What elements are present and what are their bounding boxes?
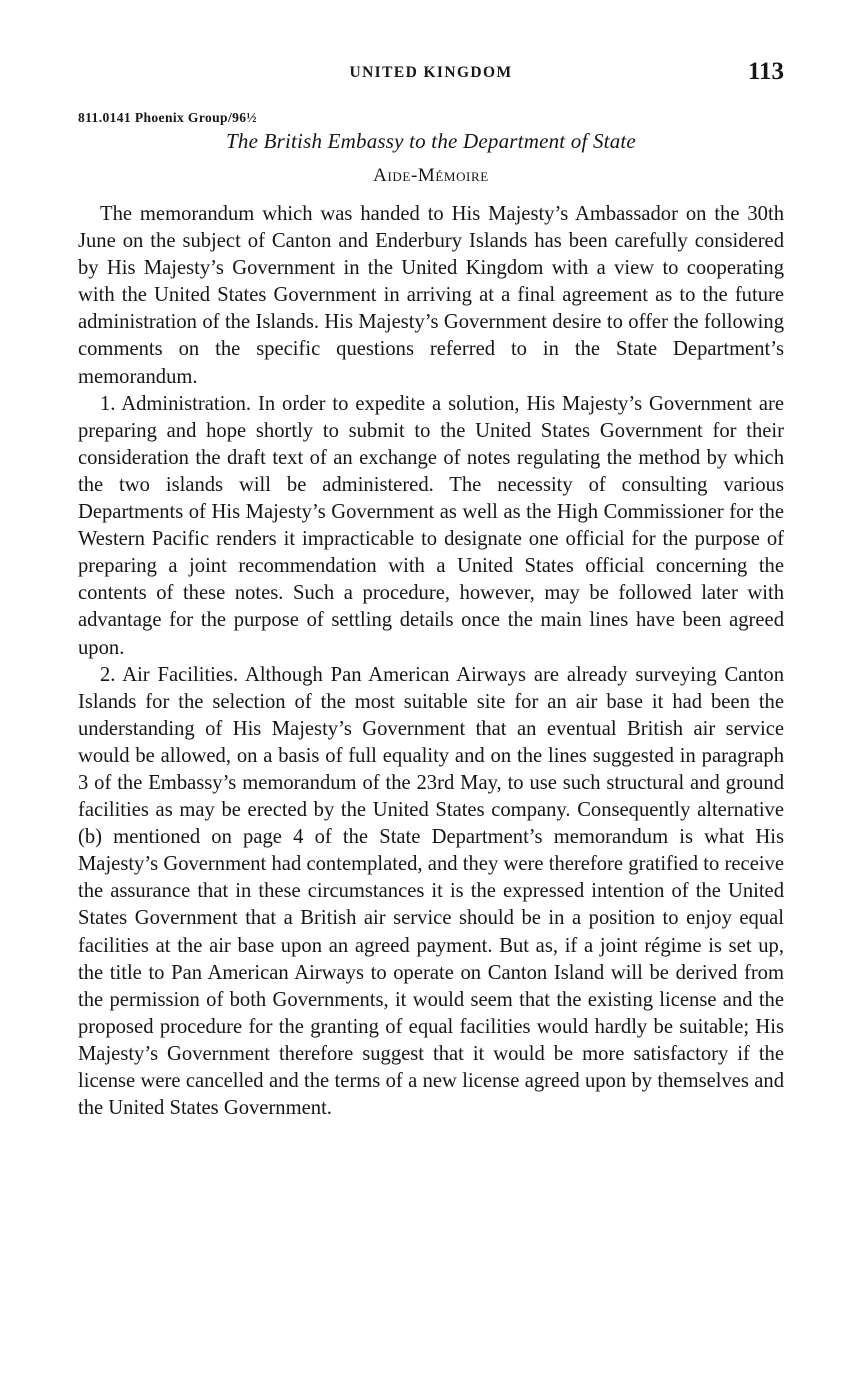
document-heading: The British Embassy to the Department of State [226, 129, 636, 153]
file-number: 811.0141 Phoenix Group/96½ [78, 110, 257, 125]
paragraph-administration: 1. Administration. In order to expedite a solution, His Majesty’s Government are preparing and hope shortly to submit to the United States Government for their consideration the draft text of an exchange of notes regulating the method by which the two islands will be administered. The necessity of consulting various Departments of His Majesty’s Government as well as the High Commissioner for the Western Pacific renders it impracticable to designate one official for the purpose of preparing a joint recommendation with a United States official concerning the contents of these notes. Such a procedure, however, may be followed later with advantage for the purpose of settling details once the main lines have been agreed upon. [78, 392, 784, 659]
body-text [78, 201, 784, 1122]
paragraph-intro: The memorandum which was handed to His Majesty’s Ambassador on the 30th June on the subject of Canton and Enderbury Islands has been carefully considered by His Majesty’s Government in the United Kingdom with a view to cooperating with the United States Government in arriving at a final agreement as to the future administration of the Islands. His Majesty’s Government desire to offer the following comments on the specific questions referred to in the State Department’s memorandum. [78, 203, 784, 388]
running-title: UNITED KINGDOM [349, 64, 513, 81]
paragraph-air-facilities: 2. Air Facilities. Although Pan American Airways are already surveying Canton Islands for the selection of the most suitable site for an air base it had been the understanding of His Majesty’s Government that an eventual British air service would be allowed, on a basis of full equality and on the lines suggested in paragraph 3 of the Embassy’s memorandum of the 23rd May, to use such structural and ground facilities as may be erected by the United States company. Consequently alternative (b) mentioned on page 4 of the State Department’s memorandum is what His Majesty’s Government had contemplated, and they were therefore gratified to receive the assurance that in these circumstances it is the expressed intention of the United States Government that a British air service should be in a position to enjoy equal facilities at the air base upon an agreed payment. But as, if a joint régime is set up, the title to Pan American Airways to operate on Canton Island will be derived from the permission of both Governments, it would seem that the existing license and the proposed procedure for the granting of equal facilities would hardly be suitable; His Majesty’s Government therefore suggest that it would be more satisfactory if the license were cancelled and the terms of a new license agreed upon by themselves and the United States Government. [78, 663, 784, 1120]
running-header [78, 56, 784, 92]
document-page [78, 56, 784, 1122]
document-subheading: Aide-Mémoire [373, 165, 489, 186]
page-number: 113 [747, 58, 784, 85]
